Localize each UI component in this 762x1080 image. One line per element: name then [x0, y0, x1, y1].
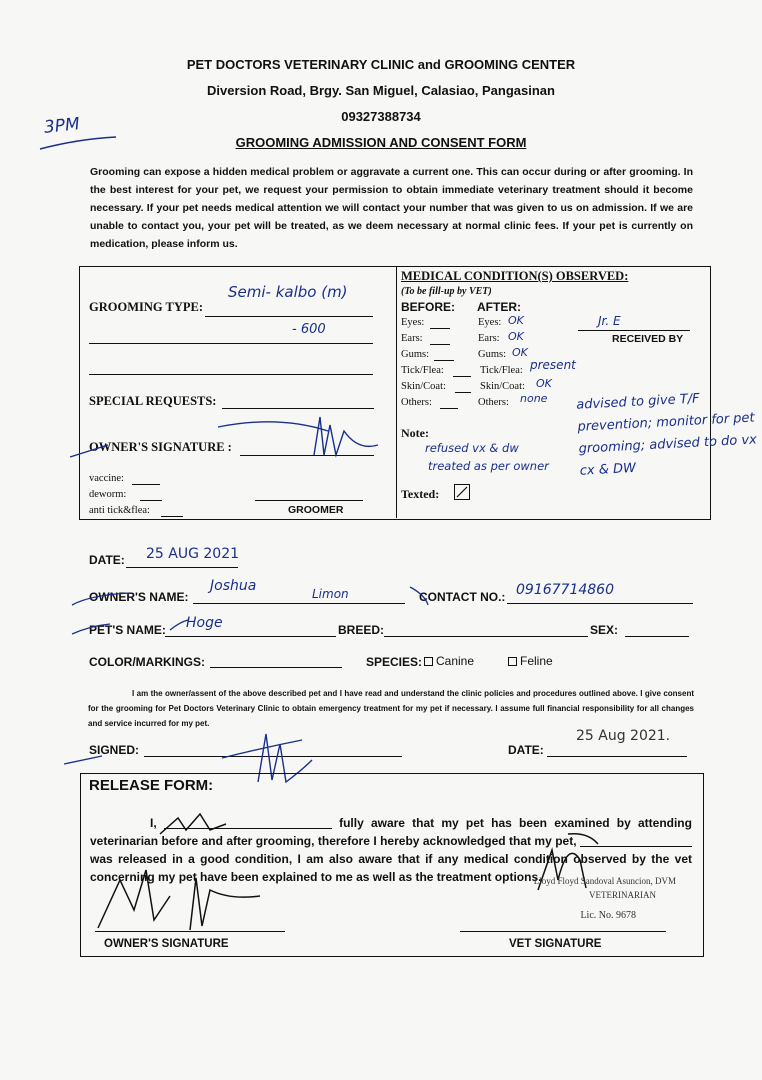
before-others-line [440, 408, 458, 409]
box-divider [396, 266, 397, 518]
after-eyes: Eyes: [478, 317, 502, 328]
after-skincoat-value[interactable]: OK [536, 377, 552, 390]
after-tickflea: Tick/Flea: [480, 365, 523, 376]
received-by-label: RECEIVED BY [612, 333, 684, 345]
before-tickflea-line [453, 376, 471, 377]
deworm-line [140, 500, 162, 501]
date-line [126, 567, 238, 568]
species-label: SPECIES: [366, 655, 423, 669]
pet-name-strike-stroke [70, 618, 190, 638]
vet-sig-label: VET SIGNATURE [509, 938, 602, 950]
handwritten-time: 3PM [43, 114, 81, 138]
before-ears: Ears: [401, 333, 423, 344]
signed-date-label: DATE: [508, 743, 544, 757]
after-label: AFTER: [477, 300, 521, 314]
owner-name-label: OWNER'S NAME: [89, 590, 189, 604]
canine-label: Canine [436, 654, 475, 668]
sex-line [625, 636, 689, 637]
before-others: Others: [401, 397, 432, 408]
note-line-2[interactable]: treated as per owner [428, 459, 549, 473]
pet-name-label: PET'S NAME: [89, 623, 166, 637]
owner-signature-label: OWNER'S SIGNATURE : [89, 440, 232, 454]
grooming-type-line-3 [89, 374, 373, 375]
after-ears: Ears: [478, 333, 500, 344]
pet-name-value[interactable]: Hoge [186, 615, 223, 631]
medical-subtitle: (To be fill-up by VET) [401, 286, 492, 297]
vet-stamp-title: VETERINARIAN [589, 890, 656, 900]
signed-label: SIGNED: [89, 743, 140, 757]
owner-signature-scribble [68, 405, 388, 465]
groomer-label: GROOMER [288, 504, 344, 516]
breed-line [384, 636, 588, 637]
antitick-label: anti tick&flea: [89, 505, 150, 516]
date-label: DATE: [89, 553, 125, 567]
signed-date-line [547, 756, 687, 757]
texted-checkbox[interactable] [454, 484, 470, 500]
medical-title: MEDICAL CONDITION(S) OBSERVED: [401, 269, 629, 283]
owner-name-last[interactable]: Limon [312, 587, 349, 601]
grooming-type-value[interactable]: Semi- kalbo (m) [228, 283, 348, 301]
time-underline-stroke [38, 133, 118, 153]
grooming-type-line [205, 316, 373, 317]
before-skincoat: Skin/Coat: [401, 381, 446, 392]
checkmark-icon [455, 485, 469, 499]
note-label: Note: [401, 426, 429, 440]
owner-release-sig-label: OWNER'S SIGNATURE [104, 938, 229, 950]
contact-line [507, 603, 693, 604]
form-title: GROOMING ADMISSION AND CONSENT FORM [235, 135, 527, 150]
after-ears-value[interactable]: OK [508, 330, 524, 343]
canine-checkbox[interactable] [424, 657, 433, 666]
note-line-1[interactable]: refused vx & dw [425, 441, 519, 455]
before-eyes: Eyes: [401, 317, 425, 328]
vet-stamp-name: Lloyd Floyd Sandoval Asuncion, DVM [533, 876, 676, 886]
vaccine-label: vaccine: [89, 473, 124, 484]
vet-sig-line [460, 931, 666, 932]
sex-label: SEX: [590, 623, 619, 637]
color-markings-label: COLOR/MARKINGS: [89, 655, 205, 669]
clinic-phone: 09327388734 [341, 109, 421, 124]
groomer-line [255, 500, 363, 501]
special-requests-label: SPECIAL REQUESTS: [89, 394, 217, 408]
before-ears-line [430, 344, 450, 345]
received-by-value[interactable]: Jr. E [598, 314, 621, 328]
margin-note[interactable]: advised to give T/F prevention; monitor for pet grooming; advised to do vx cx & DW [575, 391, 758, 479]
vaccine-line [132, 484, 160, 485]
after-tickflea-value[interactable]: present [530, 358, 576, 372]
clinic-name: PET DOCTORS VETERINARY CLINIC and GROOMING CENTER [186, 57, 576, 72]
contact-label: CONTACT NO.: [419, 590, 506, 604]
pet-name-line [165, 636, 336, 637]
feline-checkbox[interactable] [508, 657, 517, 666]
before-skincoat-line [455, 392, 471, 393]
release-line1-text: fully aware that my pet has been examined by attending veterinarian before and after grooming, therefore I hereby acknowledged that my pet, [90, 816, 692, 848]
grooming-price-value[interactable]: - 600 [292, 322, 326, 337]
before-label: BEFORE: [401, 300, 455, 314]
feline-label: Feline [520, 654, 553, 668]
intro-paragraph: Grooming can expose a hidden medical problem or aggravate a current one. This can occur during or after grooming. In the best interest for your pet, we request your permission to obtain immediate veterinary treatment should it become necessary. If your pet needs medical attention we will contact your number that was given to us on admission. If we are unable to contact you, your pet will be treated, as we deem necessary at normal clinic fees. If your pet is currently on medication, please inform us. [90, 166, 693, 250]
before-tickflea: Tick/Flea: [401, 365, 444, 376]
contact-value[interactable]: 09167714860 [516, 582, 614, 598]
after-gums-value[interactable]: OK [512, 346, 528, 359]
release-prefix: I, [150, 816, 157, 830]
after-gums: Gums: [478, 349, 507, 360]
received-by-line [578, 330, 690, 331]
release-signature-scribble [90, 800, 310, 940]
grooming-type-label: GROOMING TYPE: [89, 300, 204, 314]
grooming-type-line-2 [89, 343, 373, 344]
signed-date-value[interactable]: 25 Aug 2021. [576, 728, 671, 744]
owner-release-sig-line [95, 931, 285, 932]
deworm-label: deworm: [89, 489, 127, 500]
before-eyes-line [430, 328, 450, 329]
antitick-line [161, 516, 183, 517]
owner-name-first[interactable]: Joshua [210, 578, 257, 594]
texted-label: Texted: [401, 487, 440, 501]
breed-label: BREED: [338, 623, 385, 637]
before-gums: Gums: [401, 349, 430, 360]
clinic-address: Diversion Road, Brgy. San Miguel, Calasiao, Pangasinan [207, 83, 555, 98]
after-skincoat: Skin/Coat: [480, 381, 525, 392]
after-others: Others: [478, 397, 509, 408]
release-line2-text: was released in a good condition, I am also aware that if any medical condition observed by the vet concerning my pet have been explained to me as well as the treatment options. [90, 852, 692, 884]
consent-text: I am the owner/assent of the above described pet and I have read and understand the clinic policies and procedures outlined above. I give consent for the grooming for Pet Doctors Veterinary Clinic to obtain emergency treatment for my pet if necessary. I assume full financial responsibility for all changes and service incurred for my pet. [88, 689, 694, 728]
after-others-value[interactable]: none [520, 392, 548, 405]
owner-name-strike-stroke [70, 585, 430, 609]
color-markings-line [210, 667, 342, 668]
vet-stamp-lic: Lic. No. 9678 [580, 910, 636, 921]
after-eyes-value[interactable]: OK [508, 314, 524, 327]
before-gums-line [434, 360, 454, 361]
date-value[interactable]: 25 AUG 2021 [146, 546, 240, 562]
release-title: RELEASE FORM: [89, 777, 214, 794]
